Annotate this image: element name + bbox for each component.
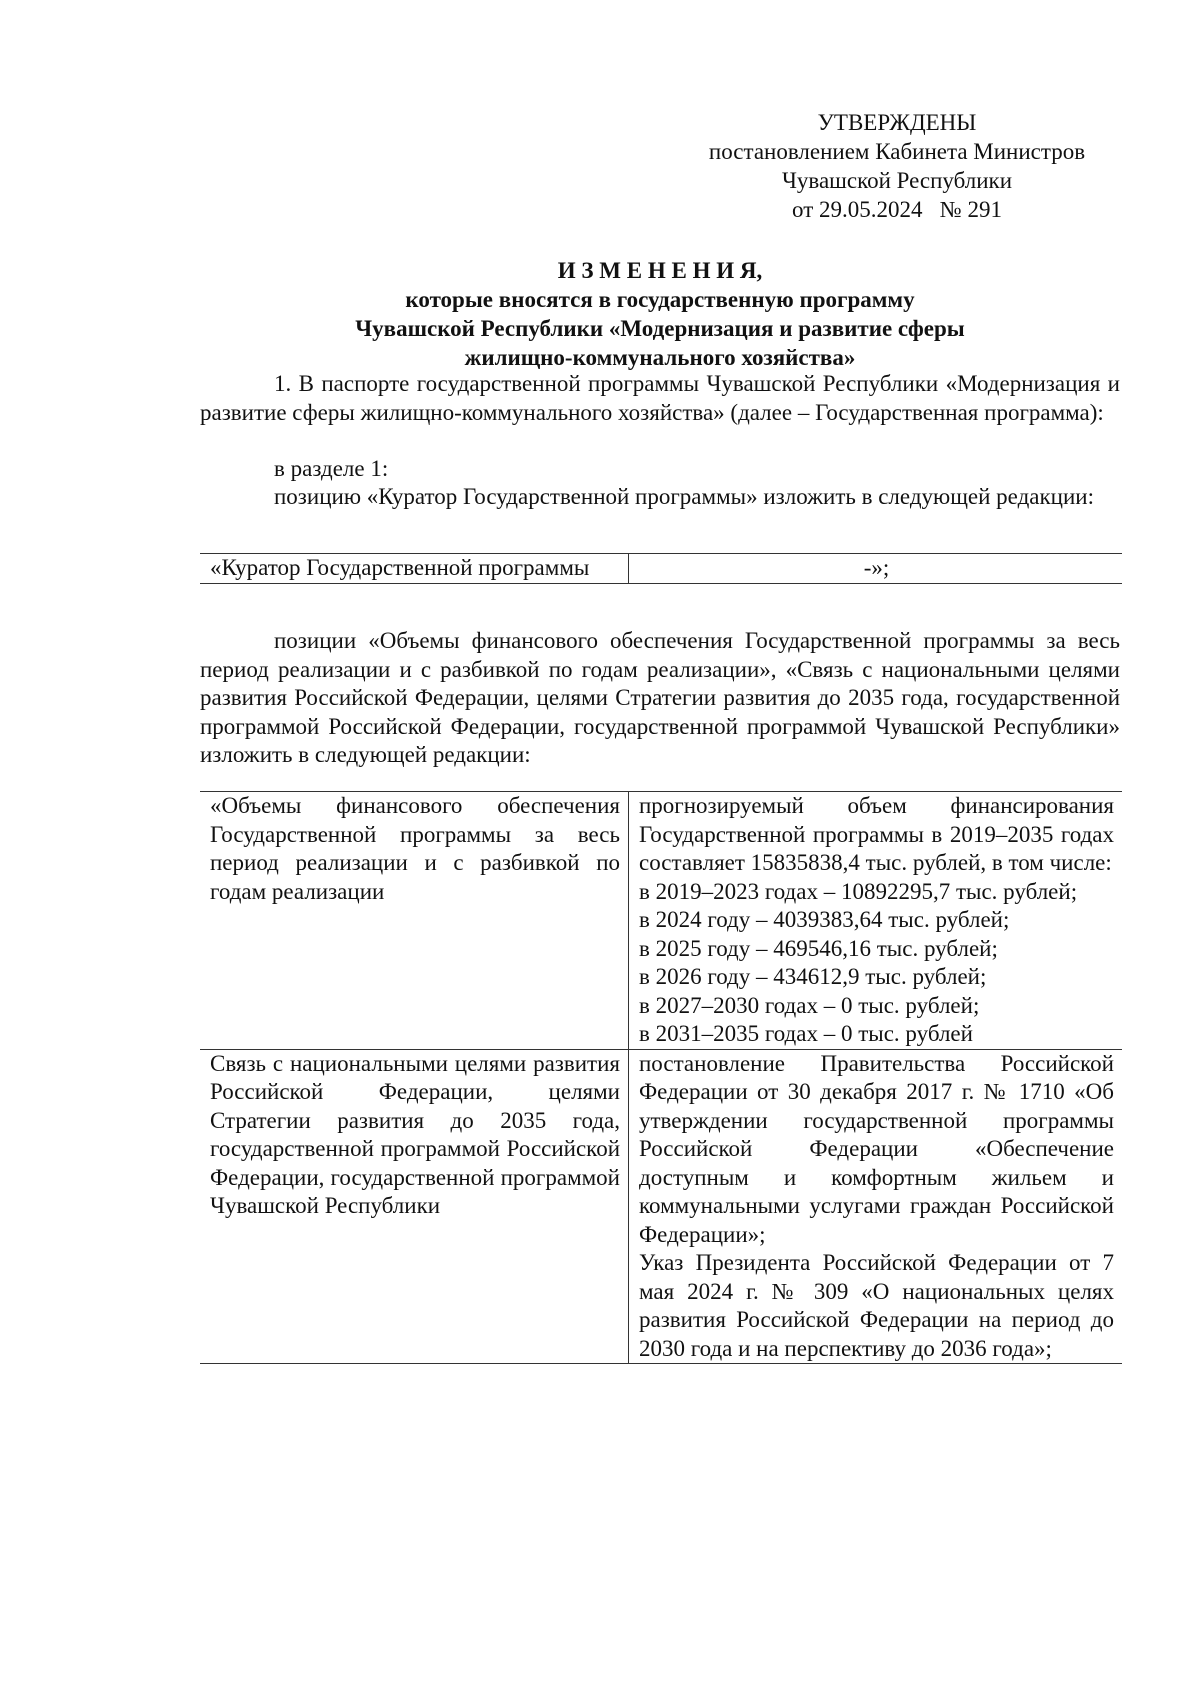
paragraph-positions: позиции «Объемы финансового обеспечения Государственной программы за весь период реализации и с разбивкой по годам реализации», «Связь с национальными целями развития Российской Федерации, целями Стратегии развития до 2035 года, государственной программой Российской Федерации, государственной программой Чувашской Республики» изложить в следующей редакции:	[200, 628, 1120, 767]
heading-line-2: Чувашской Республики «Модернизация и развитие сферы	[355, 316, 965, 341]
presidential-decree-text: Указ Президента Российской Федерации от 7 мая 2024 г. № 309 «О национальных целях развития Российской Федерации на период до 2030 года и на перспективу до 2036 года»;	[639, 1250, 1114, 1361]
heading-line-1: которые вносятся в государственную программу	[405, 287, 915, 312]
financing-line-2024: в 2024 году – 4039383,64 тыс. рублей;	[639, 907, 1010, 932]
approval-line-date: от 29.05.2024 № 291	[792, 197, 1002, 222]
national-goals-value-cell	[629, 1049, 1123, 1364]
financing-line-2026: в 2026 году – 434612,9 тыс. рублей;	[639, 964, 987, 989]
financing-line-2031-2035: в 2031–2035 годах – 0 тыс. рублей	[639, 1021, 973, 1046]
table-row	[200, 554, 1122, 584]
heading-title: И З М Е Н Е Н И Я,	[557, 258, 763, 283]
financing-line-2025: в 2025 году – 469546,16 тыс. рублей;	[639, 935, 998, 961]
financing-intro: прогнозируемый объем финансирования Государственной программы в 2019–2035 годах составляет 15835838,4 тыс. рублей, в том числе:	[639, 793, 1114, 875]
national-goals-label-cell: Связь с национальными целями развития Российской Федерации, целями Стратегии развития до 2035 года, государственной программой Российской Федерации, государственной программой Чувашской Республики	[200, 1049, 629, 1364]
approval-line-decree: постановлением Кабинета Министров	[708, 139, 1086, 164]
financing-line-2027-2030: в 2027–2030 годах – 0 тыс. рублей;	[639, 992, 980, 1018]
table-row	[200, 792, 1122, 1050]
heading-line-3: жилищно-коммунального хозяйства»	[464, 345, 856, 370]
curator-label-cell: «Куратор Государственной программы	[200, 554, 629, 584]
government-decree-text: постановление Правительства Российской Федерации от 30 декабря 2017 г. № 1710 «Об утверждении государственной программы Российской Федерации «Обеспечение доступным и комфортным жильем и коммунальными услугами граждан Российской Федерации»;	[639, 1050, 1114, 1247]
financing-label-cell: «Объемы финансового обеспечения Государственной программы за весь период реализации и с разбивкой по годам реализации	[200, 792, 629, 1050]
paragraph-curator-position: позицию «Куратор Государственной программы» изложить в следующей редакции:	[274, 484, 1094, 509]
table-row	[200, 1049, 1122, 1364]
approval-title: УТВЕРЖДЕНЫ	[817, 110, 977, 135]
curator-value-cell: -»;	[629, 554, 1123, 584]
document-heading	[200, 256, 1120, 372]
financing-value-cell	[629, 792, 1123, 1050]
paragraph-section-1: в разделе 1:	[274, 456, 389, 481]
approval-line-republic: Чувашской Республики	[781, 168, 1013, 193]
passport-table	[200, 791, 1122, 1364]
approval-block	[672, 108, 1122, 224]
curator-table	[200, 553, 1122, 584]
paragraph-1: 1. В паспорте государственной программы Чувашской Республики «Модернизация и развитие сферы жилищно-коммунального хозяйства» (далее – Государственная программа):	[200, 371, 1120, 425]
financing-line-2019-2023: в 2019–2023 годах – 10892295,7 тыс. рублей;	[639, 878, 1078, 904]
